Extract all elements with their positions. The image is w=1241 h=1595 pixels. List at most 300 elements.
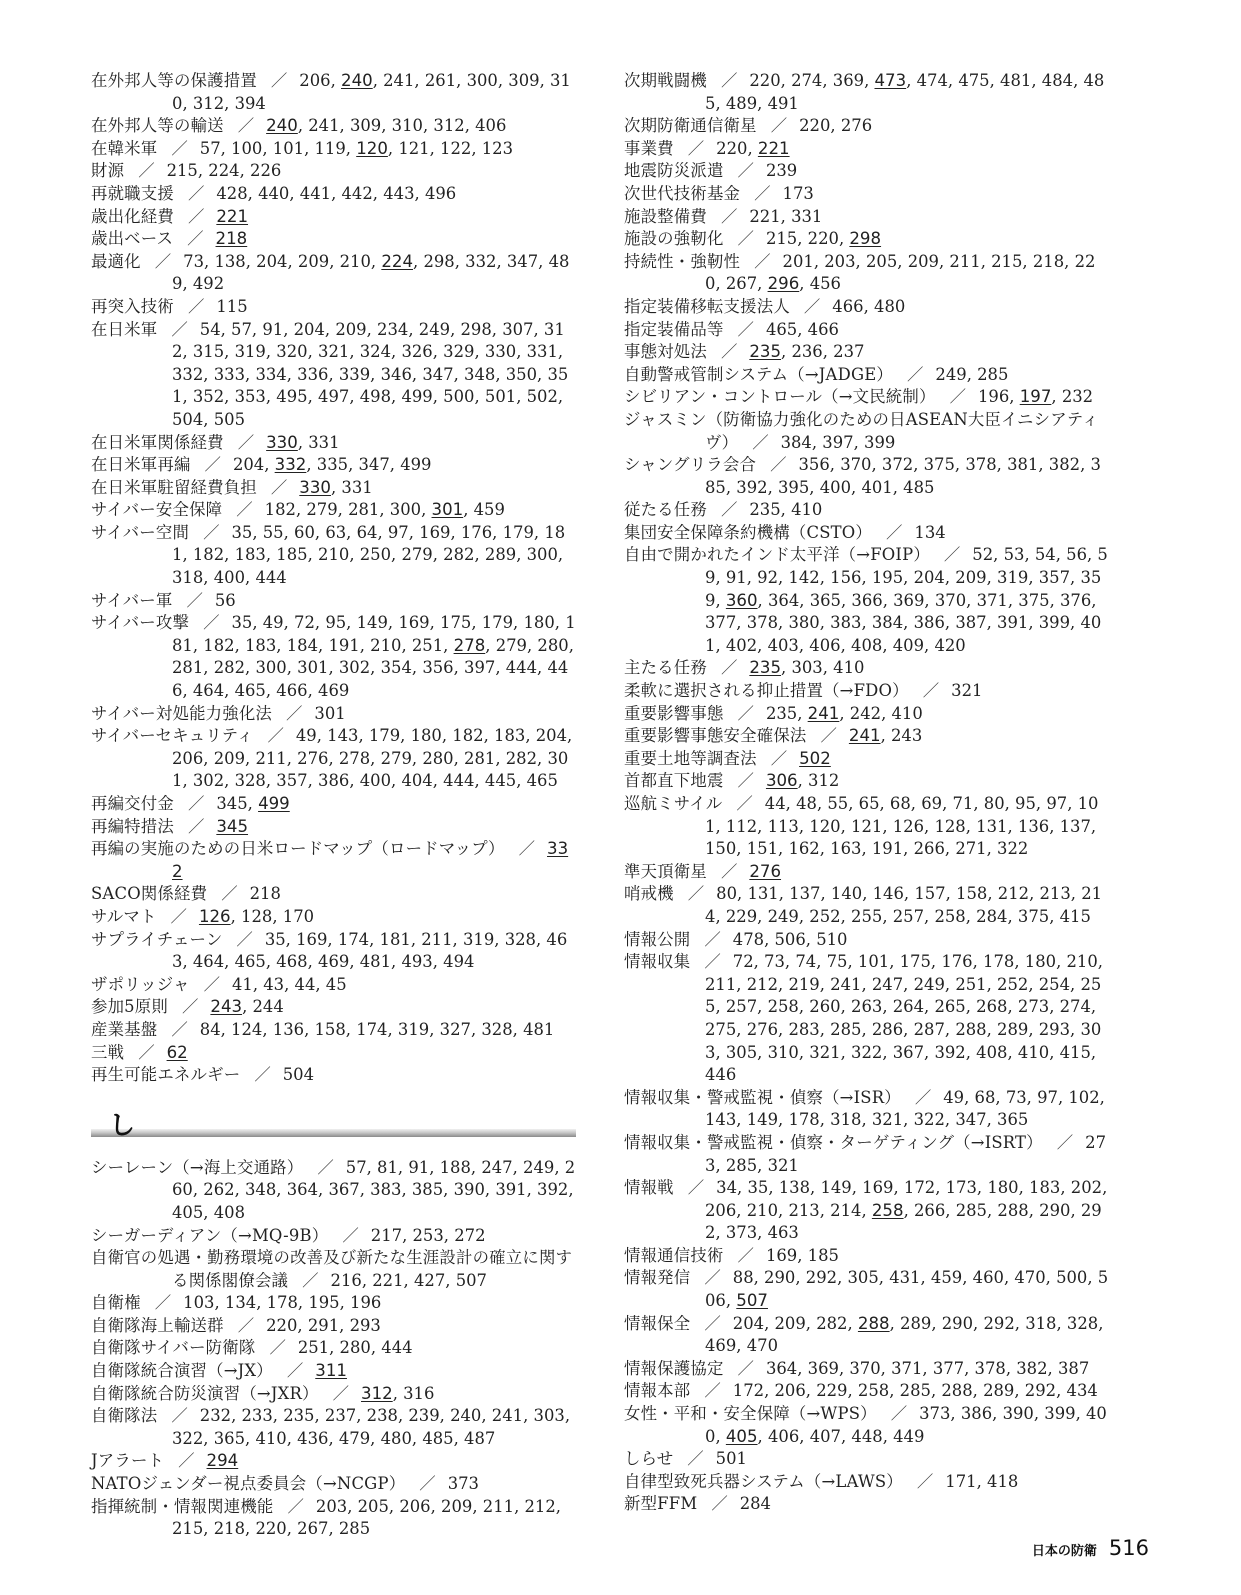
page-ref: 510: [816, 929, 848, 949]
page-ref: 113: [767, 816, 799, 836]
separator-slash: ／: [720, 206, 738, 226]
page-ref: 492: [192, 274, 225, 294]
page-ref: 405: [172, 1202, 204, 1222]
separator-slash: ／: [186, 590, 203, 610]
page-ref: 212: [997, 884, 1030, 904]
index-term: ジャスミン（防衛協力強化のための日ASEAN大臣イニシアティヴ）: [624, 409, 1099, 452]
page-ref: 54: [1034, 545, 1056, 565]
index-term: 次期防衛通信衛星: [624, 116, 757, 136]
index-term: 重要土地等調査法: [624, 748, 757, 768]
index-term: サイバー攻撃: [91, 613, 190, 633]
page-ref: 381: [1007, 455, 1039, 475]
page-ref: 333: [213, 364, 246, 384]
separator-slash: ／: [287, 1496, 304, 1516]
index-term: 持続性・強靭性: [624, 251, 741, 271]
index-term: 情報保全: [624, 1313, 691, 1333]
separator-slash: ／: [187, 296, 205, 316]
page-ref: 257: [892, 906, 925, 926]
index-entry: 在韓米軍 ／ 57, 100, 101, 119, 120, 121, 122, 123: [91, 138, 514, 158]
page-ref: 176: [941, 952, 973, 972]
page-ref: 328: [234, 771, 266, 791]
page-ref-main: 405: [725, 1426, 758, 1446]
index-entry: 在日米軍再編 ／ 204, 332, 335, 347, 499: [91, 455, 432, 475]
page-ref: 254: [1038, 974, 1071, 994]
page-ref: 395: [778, 477, 810, 497]
page-ref: 289: [484, 545, 517, 565]
page-ref: 290: [764, 1268, 796, 1288]
page-ref: 241: [383, 71, 415, 90]
separator-slash: ／: [203, 613, 220, 633]
page-ref: 475: [958, 71, 990, 90]
page-ref: 402: [725, 635, 758, 655]
page-ref: 303: [705, 1019, 1102, 1062]
separator-slash: ／: [704, 1381, 721, 1401]
page-ref: 149: [820, 1178, 852, 1198]
page-ref: 163: [830, 839, 862, 859]
index-term: 事業費: [624, 138, 674, 158]
separator-slash: ／: [237, 1315, 255, 1335]
separator-slash: ／: [286, 1361, 304, 1381]
page-ref: 420: [934, 635, 966, 655]
page-ref: 351: [172, 364, 569, 407]
index-term: 指定装備移転支援法人: [624, 296, 790, 316]
page-ref: 391: [495, 1180, 527, 1200]
separator-slash: ／: [171, 138, 188, 158]
index-entry: サイバー安全保障 ／ 182, 279, 281, 300, 301, 459: [91, 500, 505, 520]
page-ref: 179: [502, 522, 534, 542]
page-ref-main: 235: [749, 658, 782, 678]
page-ref: 224: [208, 161, 240, 181]
page-ref: 179: [481, 613, 514, 633]
page-ref: 252: [809, 906, 841, 926]
page-ref-main: 360: [725, 590, 758, 610]
page-ref: 284: [739, 1494, 771, 1514]
page-ref: 321: [318, 342, 350, 362]
separator-slash: ／: [737, 1358, 754, 1378]
page-ref: 446: [705, 1065, 737, 1085]
index-entry: 指定装備移転支援法人 ／ 466, 480: [624, 296, 906, 316]
index-list-sa: [91, 70, 576, 1087]
index-entry: 次期戦闘機 ／ 220, 274, 369, 473, 474, 475, 481, 484, 485, 489, 491: [624, 71, 1105, 113]
page-ref: 328: [1066, 1313, 1099, 1333]
page-ref: 72: [732, 952, 754, 972]
page-ref: 331: [791, 206, 823, 226]
page-ref: 88: [732, 1268, 754, 1288]
index-entry: 在日米軍 ／ 54, 57, 91, 204, 209, 234, 249, 298, 307, 312, 315, 319, 320, 321, 324, 326, 329, 330, 331, 332, 333, 334, 336, 339, 346, 347, 348, 350, 351, 352, 353, 495, 497, 498, 499, 500, 501, 502, 504, 505: [91, 319, 569, 429]
page-ref: 365: [997, 1110, 1029, 1130]
index-term: 自衛隊統合防災演習（→JXR）: [91, 1383, 319, 1403]
page-ref-main: 241: [807, 703, 840, 723]
page-ref: 183: [494, 726, 526, 746]
separator-slash: ／: [687, 884, 705, 904]
separator-slash: ／: [886, 522, 903, 542]
page-ref: 273: [1017, 997, 1050, 1017]
page-ref: 289: [997, 1019, 1029, 1039]
page-ref: 449: [893, 1426, 925, 1446]
index-term: 参加5原則: [91, 997, 168, 1017]
page-ref: 331: [341, 477, 373, 497]
page-ref: 276: [840, 116, 873, 136]
page-ref: 310: [391, 116, 423, 136]
index-term: 指定装備品等: [624, 319, 724, 339]
page-ref: 215: [991, 251, 1023, 271]
separator-slash: ／: [203, 522, 220, 542]
separator-slash: ／: [720, 861, 738, 881]
page-ref: 84: [199, 1019, 221, 1039]
page-ref: 442: [341, 183, 373, 203]
page-ref: 95: [1015, 794, 1036, 813]
page-ref: 52: [972, 545, 994, 565]
page-ref: 212: [746, 974, 779, 994]
separator-slash: ／: [737, 319, 754, 339]
page-ref: 310: [767, 1042, 799, 1062]
page-ref: 320: [276, 342, 308, 362]
page-ref: 466: [276, 681, 308, 701]
page-ref: 73: [764, 952, 785, 972]
page-ref: 392: [934, 1042, 966, 1062]
separator-slash: ／: [737, 229, 754, 249]
page-ref: 249: [523, 1157, 555, 1177]
page-ref: 178: [788, 1110, 820, 1130]
page-ref-main: 301: [431, 500, 464, 520]
page-ref: 484: [1041, 71, 1074, 90]
index-term: サルマト: [91, 906, 157, 926]
separator-slash: ／: [770, 748, 788, 768]
separator-slash: ／: [154, 1293, 172, 1313]
page-ref: 53: [1003, 545, 1025, 565]
page-ref: 310: [172, 71, 571, 113]
left-column: [91, 70, 576, 1541]
page-ref: 378: [746, 613, 779, 633]
index-term: 再生可能エネルギー: [91, 1065, 241, 1085]
page-ref: 149: [746, 1110, 779, 1130]
page-ref: 383: [830, 613, 862, 633]
page-ref: 373: [919, 1404, 951, 1424]
index-term: SACO関係経費: [91, 884, 208, 904]
page-ref: 267: [725, 274, 758, 294]
index-term: シーガーディアン（→MQ-9B）: [91, 1225, 329, 1245]
page-ref: 392: [736, 477, 768, 497]
index-term: 事態対処法: [624, 342, 707, 362]
page-ref: 400: [359, 771, 392, 791]
separator-slash: ／: [704, 929, 721, 949]
index-entry: 自衛隊海上輸送群 ／ 220, 291, 293: [91, 1315, 381, 1335]
page-ref: 292: [705, 1200, 1102, 1243]
page-ref: 364: [286, 1180, 319, 1200]
page-ref: 75: [826, 952, 848, 972]
page-ref: 364: [765, 1358, 798, 1378]
index-term: 柔軟に選択される抑止措置（→FDO）: [624, 681, 909, 701]
page-ref: 303: [533, 1406, 565, 1426]
index-entry: 自衛隊法 ／ 232, 233, 235, 237, 238, 239, 240, 241, 303, 322, 365, 410, 436, 479, 480, 485, 487: [91, 1406, 571, 1448]
page-ref: 300: [466, 71, 498, 90]
page-ref-main: 507: [736, 1291, 768, 1311]
separator-slash: ／: [178, 1451, 195, 1471]
page-ref: 318: [1025, 1313, 1057, 1333]
index-term: サイバー安全保障: [91, 500, 223, 520]
page-ref: 175: [899, 952, 931, 972]
page-ref: 209: [441, 1496, 473, 1516]
page-ref: 73: [183, 251, 205, 271]
page-ref: 300: [389, 500, 422, 520]
page-ref: 213: [1039, 884, 1071, 904]
separator-slash: ／: [720, 342, 738, 362]
index-term: 自由で開かれたインド太平洋（→FOIP）: [624, 545, 930, 565]
index-entry: 巡航ミサイル ／ 44, 48, 55, 65, 68, 69, 71, 80, 95, 97, 101, 112, 113, 120, 121, 126, 128, 131, 136, 137, 150, 151, 162, 163, 191, 266, 271, 322: [624, 794, 1099, 859]
page-ref: 274: [791, 71, 823, 90]
page-ref: 507: [455, 1270, 487, 1290]
separator-slash: ／: [237, 432, 255, 452]
page-ref-main: 62: [166, 1042, 188, 1062]
page-ref: 307: [502, 319, 534, 339]
page-ref: 180: [987, 1178, 1019, 1198]
page-ref: 397: [464, 658, 496, 678]
page-ref: 279: [380, 748, 412, 768]
page-ref: 211: [705, 974, 737, 994]
page-ref: 49: [943, 1087, 965, 1107]
page-ref: 205: [865, 251, 898, 271]
page-ref: 131: [976, 816, 1008, 836]
page-ref: 175: [440, 613, 472, 633]
separator-slash: ／: [736, 794, 753, 813]
page-ref: 489: [172, 251, 570, 294]
page-ref: 380: [788, 613, 820, 633]
page-ref: 465: [234, 681, 266, 701]
page-ref: 408: [213, 1202, 246, 1222]
page-ref-main: 240: [266, 116, 298, 136]
page-ref: 386: [318, 771, 350, 791]
index-entry: [624, 183, 1109, 206]
section-header-shi: [91, 1105, 576, 1151]
page-ref: 55: [827, 794, 849, 813]
index-entry: シャングリラ会合 ／ 356, 370, 372, 375, 378, 381, 382, 385, 392, 395, 400, 401, 485: [624, 455, 1101, 497]
page-ref-main: 330: [266, 432, 298, 452]
index-term: 女性・平和・安全保障（→WPS）: [624, 1404, 877, 1424]
page-ref: 68: [889, 794, 911, 813]
page-ref: 356: [422, 658, 454, 678]
page-ref: 406: [767, 1426, 800, 1446]
page-ref: 209: [907, 251, 939, 271]
index-entry: サイバー攻撃 ／ 35, 49, 72, 95, 149, 169, 175, 179, 180, 181, 182, 183, 184, 191, 210, 251, 278, 279, 280, 281, 282, 300, 301, 302, 354, 356, 397, 444, 446, 464, 465, 466, 469: [91, 613, 576, 701]
page-ref: 499: [400, 455, 432, 475]
page-ref: 206: [774, 1381, 806, 1401]
page-ref: 283: [788, 1019, 820, 1039]
page-ref: 195: [308, 1293, 340, 1313]
page-ref: 241: [491, 1406, 524, 1426]
page-ref: 493: [401, 952, 433, 972]
page-ref: 97: [1037, 1087, 1058, 1107]
index-term: 再編の実施のための日米ロードマップ（ロードマップ）: [91, 839, 505, 859]
page-ref: 260: [809, 997, 841, 1017]
page-ref: 264: [892, 997, 925, 1017]
page-ref: 240: [450, 1406, 482, 1426]
index-term: Jアラート: [91, 1451, 165, 1471]
index-entry: [624, 1448, 1109, 1471]
separator-slash: ／: [770, 455, 787, 475]
page-ref: 465: [765, 319, 798, 339]
page-ref: 44: [764, 794, 786, 813]
index-entry: 施設整備費 ／ 221, 331: [624, 206, 823, 226]
index-entry: 自衛官の処遇・勤務環境の改善及び新たな生涯設計の確立に関する関係閣僚会議 ／ 216, 221, 427, 507: [91, 1248, 573, 1290]
page-ref: 383: [370, 1180, 402, 1200]
index-entry: [624, 680, 1109, 703]
page-ref: 205: [357, 1496, 389, 1516]
page-ref: 377: [932, 1358, 965, 1378]
page-ref: 406: [809, 635, 841, 655]
separator-slash: ／: [302, 1270, 319, 1290]
page-ref: 276: [746, 1019, 779, 1039]
page-ref: 481: [359, 952, 392, 972]
page-ref: 204: [232, 455, 265, 475]
index-term: 施設整備費: [624, 206, 707, 226]
page-ref: 251: [297, 1338, 330, 1358]
index-term: 自律型致死兵器システム（→LAWS）: [624, 1471, 903, 1491]
separator-slash: ／: [419, 1474, 436, 1494]
page-ref: 281: [464, 748, 496, 768]
page-ref-main: 258: [871, 1200, 904, 1220]
page-ref: 234: [377, 319, 409, 339]
separator-slash: ／: [171, 1406, 188, 1426]
index-entry: ジャスミン（防衛協力強化のための日ASEAN大臣イニシアティヴ） ／ 384, 397, 399: [624, 409, 1099, 452]
index-term: 歳出化経費: [91, 206, 174, 226]
page-ref: 229: [725, 906, 758, 926]
page-ref: 370: [840, 455, 872, 475]
page-ref: 382: [1016, 1358, 1048, 1378]
page-ref: 321: [871, 1110, 904, 1130]
page-ref: 400: [213, 568, 246, 588]
page-ref-main: 306: [765, 771, 798, 791]
page-ref: 282: [213, 658, 246, 678]
page-ref: 487: [464, 1428, 496, 1448]
index-entry: 指揮統制・情報関連機能 ／ 203, 205, 206, 209, 211, 212, 215, 218, 220, 267, 285: [91, 1496, 561, 1539]
index-term: 再突入技術: [91, 296, 174, 316]
page-ref: 497: [318, 387, 350, 407]
page-ref: 121: [851, 816, 883, 836]
page-ref: 196: [350, 1293, 382, 1313]
page-ref: 394: [234, 93, 266, 113]
page-ref-main: 224: [381, 251, 414, 271]
page-ref: 474: [916, 71, 948, 90]
page-ref: 331: [526, 342, 558, 362]
separator-slash: ／: [752, 432, 769, 452]
page-ref: 252: [997, 974, 1029, 994]
index-term: ザポリッジャ: [91, 974, 190, 994]
index-entry: 事態対処法 ／ 235, 236, 237: [624, 342, 865, 362]
page-ref: 134: [224, 1293, 257, 1313]
index-list-shi-continued: [624, 70, 1109, 1516]
book-title: 日本の防衛: [1031, 1544, 1097, 1559]
page-ref: 57: [345, 1157, 367, 1177]
page-ref: 235: [749, 500, 781, 520]
page-ref: 97: [1046, 794, 1068, 813]
index-entry: 自由で開かれたインド太平洋（→FOIP） ／ 52, 53, 54, 56, 59, 91, 92, 142, 156, 195, 204, 209, 319, 357, 359, 360, 364, 365, 366, 369, 370, 371, 375, 376, 377, 378, 380, 383, 384, 386, 387, 391, 399, 401, 402, 403, 406, 408, 409, 420: [624, 545, 1108, 655]
page-ref: 183: [245, 635, 277, 655]
page-ref: 64: [356, 522, 378, 542]
page-ref: 244: [252, 997, 284, 1017]
separator-slash: ／: [916, 1471, 934, 1491]
index-entry: [91, 1450, 576, 1473]
page-ref: 500: [1056, 1268, 1088, 1288]
page-ref: 211: [482, 1496, 515, 1516]
page-ref: 285: [899, 1381, 931, 1401]
page-ref: 229: [816, 1381, 848, 1401]
index-entry: [91, 838, 576, 883]
page-ref: 466: [807, 319, 839, 339]
page-ref: 326: [401, 342, 433, 362]
page-ref-main: 288: [857, 1313, 890, 1333]
page-ref: 176: [460, 522, 493, 542]
page-ref: 180: [523, 613, 555, 633]
page-ref: 366: [851, 590, 883, 610]
separator-slash: ／: [187, 794, 205, 813]
page-ref: 378: [974, 1358, 1006, 1378]
page-ref: 232: [1061, 387, 1094, 407]
page-ref: 348: [245, 1180, 277, 1200]
page-ref: 146: [872, 884, 904, 904]
page-ref: 120: [809, 816, 841, 836]
separator-slash: ／: [803, 296, 821, 316]
page-ref: 169: [296, 929, 328, 949]
page-ref-main: 311: [315, 1361, 347, 1381]
page-ref: 330: [484, 342, 517, 362]
separator-slash: ／: [254, 1065, 271, 1085]
page-ref: 268: [976, 997, 1008, 1017]
page-ref: 284: [976, 906, 1008, 926]
index-term: 最適化: [91, 251, 141, 271]
page-ref: 65: [858, 794, 880, 813]
page-ref: 203: [824, 251, 856, 271]
page-ref: 365: [213, 1428, 246, 1448]
page-ref: 174: [356, 1019, 388, 1039]
page-ref: 272: [454, 1225, 486, 1245]
separator-slash: ／: [949, 387, 966, 407]
page-ref: 209: [297, 251, 330, 271]
page-ref: 465: [234, 952, 266, 972]
page-ref: 211: [421, 929, 453, 949]
separator-slash: ／: [187, 816, 205, 836]
page-ref: 80: [716, 884, 738, 904]
page-ref: 179: [368, 726, 401, 746]
page-ref: 81: [377, 1157, 398, 1177]
page-ref: 253: [412, 1225, 444, 1245]
page-ref: 506: [705, 1268, 1109, 1311]
separator-slash: ／: [317, 1157, 334, 1177]
page-ref: 91: [408, 1157, 430, 1177]
page-ref: 218: [213, 1519, 246, 1539]
index-entry: 従たる任務 ／ 235, 410: [624, 500, 823, 520]
index-term: サイバーセキュリティ: [91, 726, 254, 746]
page-ref: 206: [705, 1200, 737, 1220]
page-ref: 285: [725, 1155, 758, 1175]
separator-slash: ／: [270, 477, 288, 497]
page-ref: 266: [913, 839, 945, 859]
index-term: シャングリラ会合: [624, 455, 757, 475]
page-ref: 57: [231, 319, 252, 339]
index-term: 情報戦: [624, 1178, 674, 1198]
page-ref: 121: [398, 138, 430, 158]
separator-slash: ／: [914, 1087, 932, 1107]
page-ref: 365: [809, 590, 841, 610]
index-term: 在外邦人等の保護措置: [91, 71, 257, 90]
page-ref: 410: [255, 1428, 287, 1448]
page-ref: 346: [380, 364, 412, 384]
page-ref: 34: [716, 1178, 738, 1198]
index-entry: 主たる任務 ／ 235, 303, 410: [624, 658, 865, 678]
index-term: 自衛隊法: [91, 1406, 158, 1426]
page-ref: 220: [799, 116, 831, 136]
separator-slash: ／: [754, 183, 771, 203]
page-ref: 321: [809, 1042, 841, 1062]
